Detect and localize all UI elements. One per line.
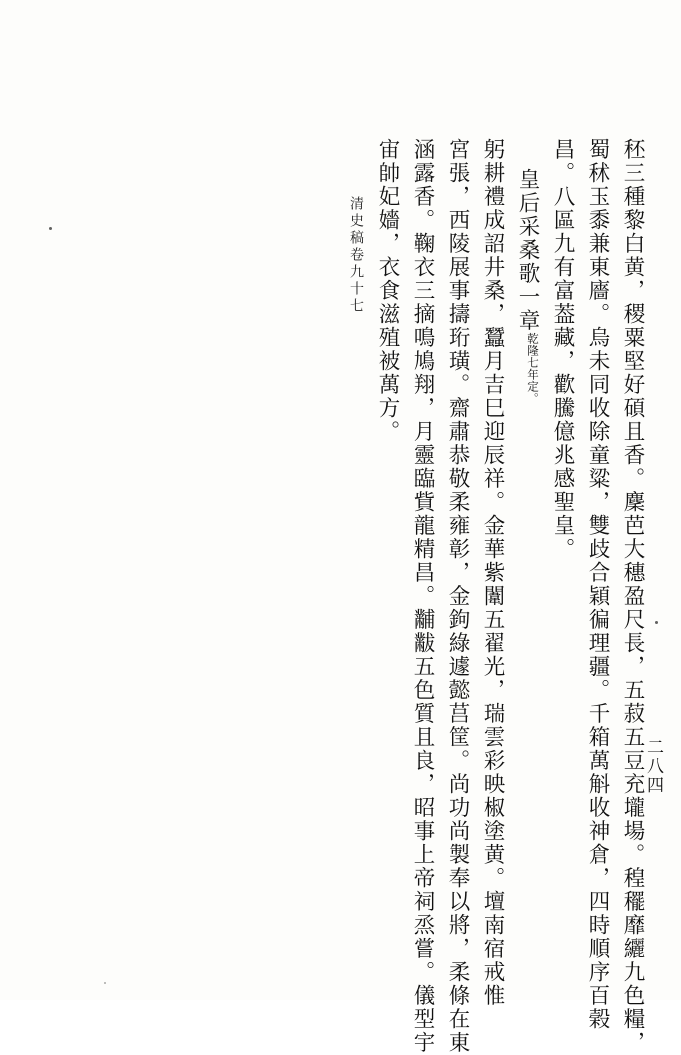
section-heading-annotation: 乾隆七年定。: [526, 332, 540, 405]
text-column-8: 宙帥妃嬙，衣食滋殖被萬方。: [375, 138, 400, 444]
print-speck: [49, 227, 52, 230]
running-header: 清史稿卷九十七: [348, 196, 364, 315]
section-heading-column: [517, 168, 539, 405]
page-number: 二八四: [643, 738, 663, 795]
text-column-6: 宮張，西陵展事擣珩璜。齋肅恭敬柔雍彰，金鉤綠遽懿莒筐。尚功尚製奉以將，柔條在東: [445, 138, 470, 1055]
text-column-2: 蜀秫玉黍兼東廧。烏未同收除童粱，雙歧合穎徧理疆。千箱萬斛收神倉，四時順序百榖: [585, 138, 610, 1031]
text-column-3: 昌。八區九有富葢藏，歡騰億兆感聖皇。: [550, 138, 575, 561]
text-column-5: 躬耕禮成詔井桑，蠶月吉巳迎辰祥。金華紫闈五翟光，瑞雲彩映椒塗黄。壇南宿戒惟: [480, 138, 505, 1008]
text-column-7: 涵露香。鞠衣三摘鳴鳩翔，月靈臨貲龍精昌。黼黻五色質且良，昭事上帝祠烝嘗。儀型宇: [410, 138, 435, 1055]
print-speck: [104, 982, 106, 984]
print-speck: [655, 621, 658, 624]
text-column-1: 秠三種黎白黄，稷粟堅好碩且香。麇芭大穗盈尺長，五菽五豆充壠場。䅣䆉靡纚九色糧，: [620, 138, 645, 1055]
section-heading-text: 皇后采桑歌一章: [515, 168, 540, 333]
